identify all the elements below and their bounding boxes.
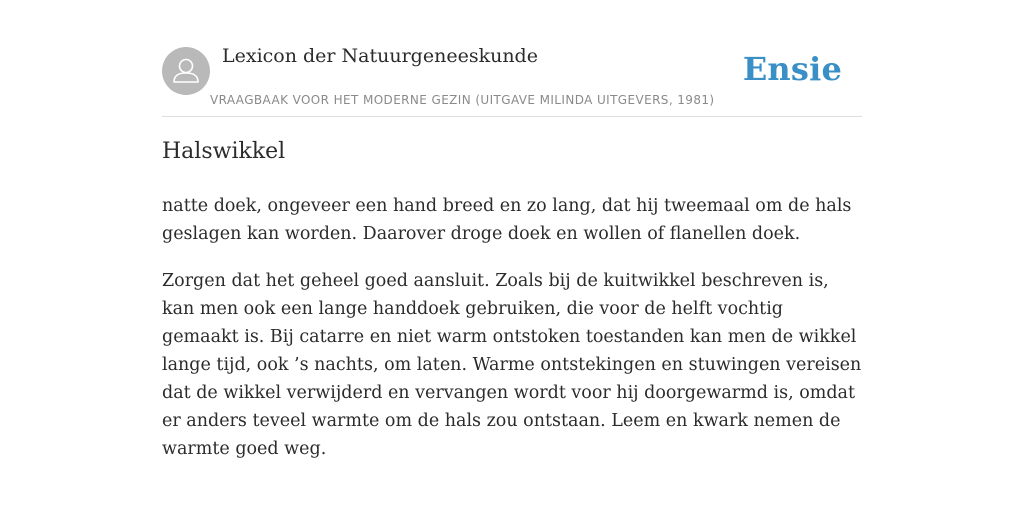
entry-title: Halswikkel [162, 139, 286, 164]
header [162, 0, 862, 117]
entry-paragraph: Zorgen dat het geheel goed aansluit. Zoals bij de kuitwikkel beschreven is, kan men ook een lange handdoek gebruiken, die voor de helft vochtig gemaakt is. Bij catarre en niet warm ontstoken toestanden kan men de wikkel lange tijd, ook ’s nachts, om laten. Warme ontstekingen en stuwingen vereisen dat de wikkel verwijderd en vervangen wordt voor hij doorgewarmd is, omdat er anders teveel warmte om de hals zou ontstaan. Leem en kwark nemen de warmte goed weg. [162, 271, 862, 459]
entry-paragraph: natte doek, ongeveer een hand breed en zo lang, dat hij tweemaal om de hals geslagen kan worden. Daarover droge doek en wollen of flanellen doek. [162, 196, 852, 244]
source-title[interactable]: Lexicon der Natuurgeneeskunde [222, 45, 538, 67]
page [162, 0, 862, 512]
brand-logo[interactable]: Ensie [742, 50, 842, 88]
user-avatar-icon[interactable] [162, 47, 210, 95]
source-subtitle: VRAAGBAAK VOOR HET MODERNE GEZIN (UITGAVE MILINDA UITGEVERS, 1981) [210, 93, 715, 107]
